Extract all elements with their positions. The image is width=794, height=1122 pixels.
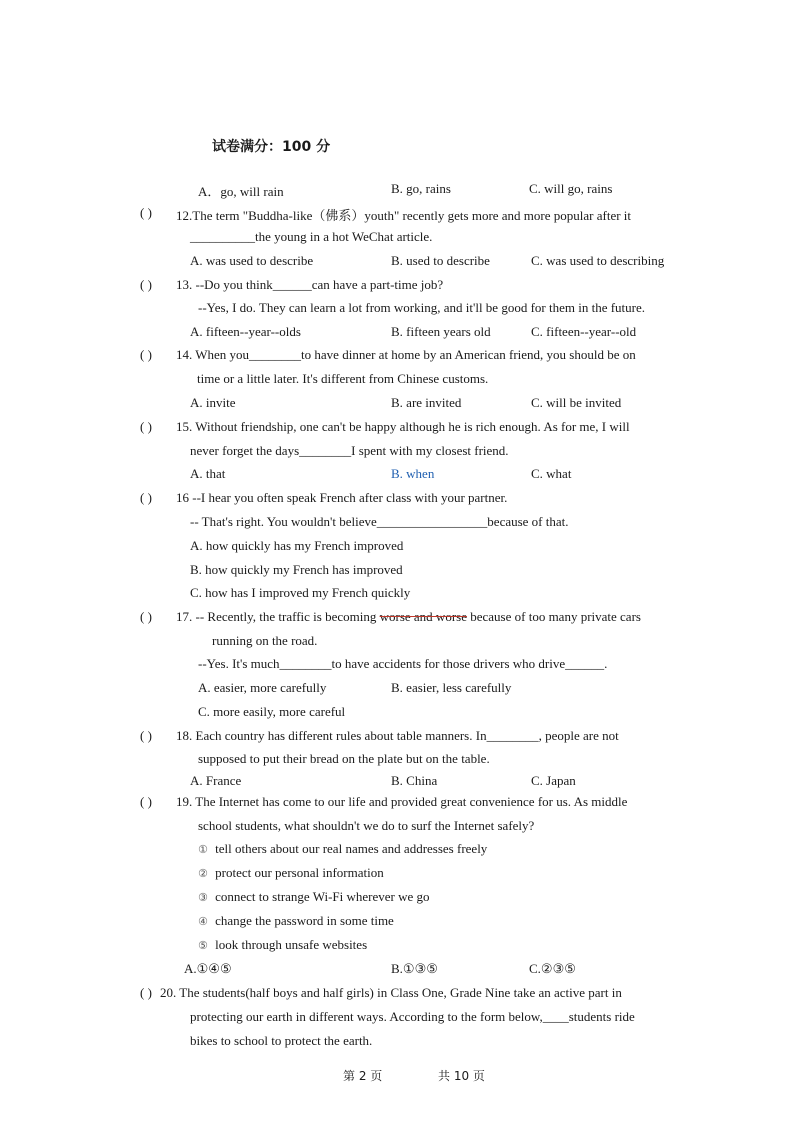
- question-text: [176, 609, 641, 625]
- q17-option-c: C. more easily, more careful: [198, 704, 346, 719]
- q13-option-c: C. fifteen--year--old: [531, 324, 637, 339]
- q11-option-c: C. will go, rains: [529, 181, 613, 196]
- statement-item: [198, 913, 394, 929]
- q14-option-c: C. will be invited: [531, 395, 622, 410]
- q14-option-a: A. invite: [190, 395, 236, 410]
- question-text: 19. The Internet has come to our life and provided great convenience for us. As middle: [176, 794, 628, 809]
- question-text-cont: school students, what shouldn't we do to surf the Internet safely?: [198, 818, 535, 833]
- q18-option-a: A. France: [190, 773, 242, 788]
- question-text-cont-2: bikes to school to protect the earth.: [190, 1033, 373, 1048]
- q15-option-c: C. what: [531, 466, 572, 481]
- statement-number: ③: [198, 891, 208, 904]
- answer-paren: ( ): [140, 419, 152, 434]
- question-text-cont: time or a little later. It's different from Chinese customs.: [197, 371, 489, 386]
- question-text-post: because of too many private cars: [466, 609, 641, 624]
- statement-item: [198, 937, 367, 953]
- question-text: 16 --I hear you often speak French after class with your partner.: [176, 490, 508, 505]
- q19-option-a: A.①④⑤: [184, 961, 232, 976]
- question-text-reply: --Yes. It's much________to have accidents for those drivers who drive______.: [198, 656, 608, 671]
- question-text-cont: -- That's right. You wouldn't believe_________________because of that.: [190, 514, 569, 529]
- question-text-cont: supposed to put their bread on the plate but on the table.: [198, 751, 490, 766]
- question-text: 20. The students(half boys and half girls) in Class One, Grade Nine take an active part in: [160, 985, 622, 1000]
- q15-option-b: B. when: [391, 466, 435, 481]
- statement-number: ⑤: [198, 939, 208, 952]
- question-text-cont: never forget the days________I spent with my closest friend.: [190, 443, 509, 458]
- statement-text: connect to strange Wi-Fi wherever we go: [215, 889, 430, 904]
- statement-number: ④: [198, 915, 208, 928]
- q11-options: [0, 181, 794, 199]
- q15-option-a: A. that: [190, 466, 226, 481]
- q17-option-a: A. easier, more carefully: [198, 680, 327, 695]
- statement-number: ①: [198, 843, 208, 856]
- question-text-pre: 17. -- Recently, the traffic is becoming: [176, 609, 380, 624]
- q18-option-b: B. China: [391, 773, 438, 788]
- q16-option-b: B. how quickly my French has improved: [190, 562, 403, 577]
- q11-option-a: A．go, will rain: [198, 184, 284, 199]
- exam-total-score: 试卷满分：100 分: [212, 139, 331, 155]
- q13-option-b: B. fifteen years old: [391, 324, 491, 339]
- question-text-cont: __________the young in a hot WeChat article.: [190, 229, 433, 244]
- statement-item: [198, 889, 430, 905]
- q18-option-c: C. Japan: [531, 773, 576, 788]
- answer-paren: ( ): [140, 728, 152, 743]
- answer-paren: ( ): [140, 277, 152, 292]
- question-text: 15. Without friendship, one can't be happy although he is rich enough. As for me, I will: [176, 419, 630, 434]
- answer-paren: ( ): [140, 347, 152, 362]
- statement-text: change the password in some time: [215, 913, 394, 928]
- question-text: 12.The term "Buddha-like（佛系）youth" recently gets more and more popular after it: [176, 208, 632, 223]
- q12-option-c: C. was used to describing: [531, 253, 665, 268]
- total-pages: 共 10 页: [438, 1069, 485, 1083]
- q19-option-b: B.①③⑤: [391, 961, 438, 976]
- question-text: 13. --Do you think______can have a part-time job?: [176, 277, 444, 292]
- q12-option-a: A. was used to describe: [190, 253, 314, 268]
- q11-option-b: B. go, rains: [391, 181, 451, 196]
- answer-paren: ( ): [140, 205, 152, 220]
- answer-paren: ( ): [140, 985, 152, 1000]
- statement-text: protect our personal information: [215, 865, 384, 880]
- q16-option-a: A. how quickly has my French improved: [190, 538, 404, 553]
- answer-paren: ( ): [140, 794, 152, 809]
- question-text-cont: protecting our earth in different ways. According to the form below,____students ride: [190, 1009, 635, 1024]
- q12-option-b: B. used to describe: [391, 253, 490, 268]
- statement-text: look through unsafe websites: [215, 937, 368, 952]
- question-text: 14. When you________to have dinner at home by an American friend, you should be on: [176, 347, 636, 362]
- q13-option-a: A. fifteen--year--olds: [190, 324, 301, 339]
- statement-item: [198, 865, 384, 881]
- answer-paren: ( ): [140, 490, 152, 505]
- question-text: 18. Each country has different rules about table manners. In________, people are not: [176, 728, 619, 743]
- q17-option-b: B. easier, less carefully: [391, 680, 512, 695]
- q14-option-b: B. are invited: [391, 395, 462, 410]
- q19-option-c: C.②③⑤: [529, 961, 576, 976]
- page-number: 第 2 页: [343, 1069, 383, 1083]
- statement-text: tell others about our real names and addresses freely: [215, 841, 488, 856]
- question-text-cont: running on the road.: [212, 633, 318, 648]
- q16-option-c: C. how has I improved my French quickly: [190, 585, 411, 600]
- statement-item: [198, 841, 487, 857]
- statement-number: ②: [198, 867, 208, 880]
- answer-paren: ( ): [140, 609, 152, 624]
- question-text-cont: --Yes, I do. They can learn a lot from working, and it'll be good for them in the future.: [198, 300, 646, 315]
- struck-phrase: worse and worse: [379, 609, 467, 624]
